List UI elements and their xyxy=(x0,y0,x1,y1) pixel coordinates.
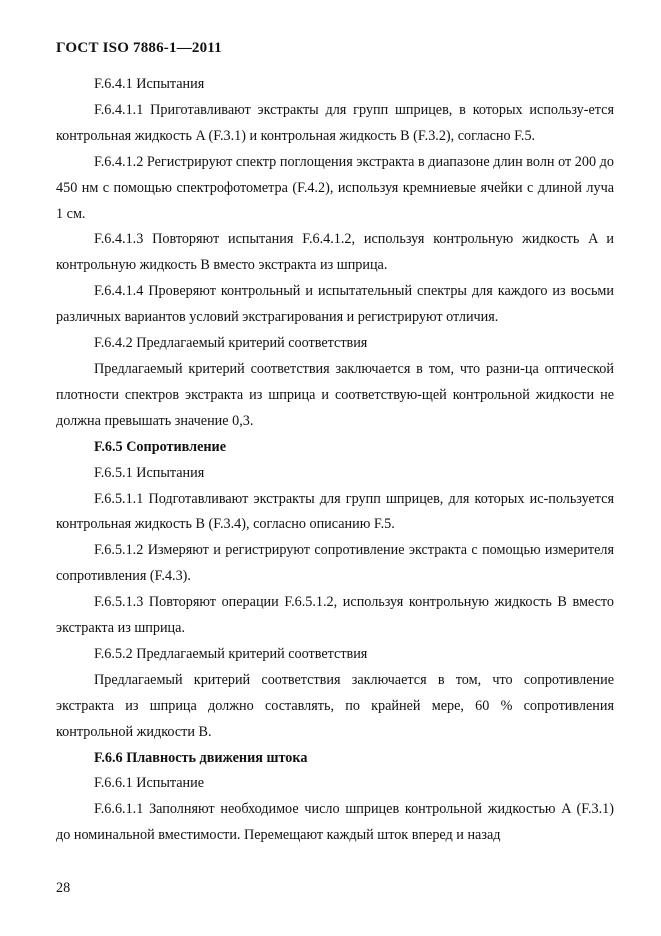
page-number: 28 xyxy=(56,880,71,896)
section-heading-f6-5: F.6.5 Сопротивление xyxy=(94,438,227,455)
paragraph-f6-5-1-1: F.6.5.1.1 Подготавливают экстракты для групп шприцев, для которых ис-пользуется контрольная жидкость B (F.3.4), согласно описанию F.5. xyxy=(56,490,614,533)
paragraph-criterion-1: Предлагаемый критерий соответствия заключается в том, что разни-ца оптической плотности спектров экстракта из шприца и соответствую-щей контрольной жидкости не должна превышать значение 0,3. xyxy=(56,360,614,429)
section-heading-f6-6: F.6.6 Плавность движения штока xyxy=(94,749,308,766)
paragraph-f6-4-1-3: F.6.4.1.3 Повторяют испытания F.6.4.1.2, используя контрольную жидкость A и контрольную жидкость B вместо экстракта из шприца. xyxy=(56,231,614,274)
paragraph-f6-4-1-1: F.6.4.1.1 Приготавливают экстракты для групп шприцев, в которых использу-ется контрольная жидкость A (F.3.1) и контрольная жидкость B (F.3.2), согласно F.5. xyxy=(56,101,614,144)
paragraph-f6-4-1-4: F.6.4.1.4 Проверяют контрольный и испытательный спектры для каждого из восьми различных вариантов условий экстрагирования и регистрируют отличия. xyxy=(56,283,614,326)
document-body xyxy=(56,72,614,849)
paragraph-f6-4-1-2: F.6.4.1.2 Регистрируют спектр поглощения экстракта в диапазоне длин волн от 200 до 450 нм с помощью спектрофотометра (F.4.2), используя кремниевые ячейки с длиной луча 1 см. xyxy=(56,153,614,222)
paragraph-f6-5-1: F.6.5.1 Испытания xyxy=(94,464,205,481)
document-header: ГОСТ ISO 7886-1—2011 xyxy=(56,40,222,56)
paragraph-f6-4-1: F.6.4.1 Испытания xyxy=(94,76,205,92)
paragraph-f6-4-2: F.6.4.2 Предлагаемый критерий соответствия xyxy=(94,335,368,352)
paragraph-f6-5-2: F.6.5.2 Предлагаемый критерий соответствия xyxy=(94,645,368,662)
paragraph-f6-5-1-2: F.6.5.1.2 Измеряют и регистрируют сопротивление экстракта с помощью измерителя сопротивления (F.4.3). xyxy=(56,542,614,585)
paragraph-f6-5-1-3: F.6.5.1.3 Повторяют операции F.6.5.1.2, используя контрольную жидкость B вместо экстракта из шприца. xyxy=(56,594,614,637)
paragraph-criterion-2: Предлагаемый критерий соответствия заключается в том, что сопротивление экстракта из шприца должно составлять, по крайней мере, 60 % сопротивления контрольной жидкости B. xyxy=(56,671,614,740)
paragraph-f6-6-1-1: F.6.6.1.1 Заполняют необходимое число шприцев контрольной жидкостью A (F.3.1) до номинальной вместимости. Перемещают каждый шток вперед и назад xyxy=(56,801,614,844)
paragraph-f6-6-1: F.6.6.1 Испытание xyxy=(94,775,205,792)
